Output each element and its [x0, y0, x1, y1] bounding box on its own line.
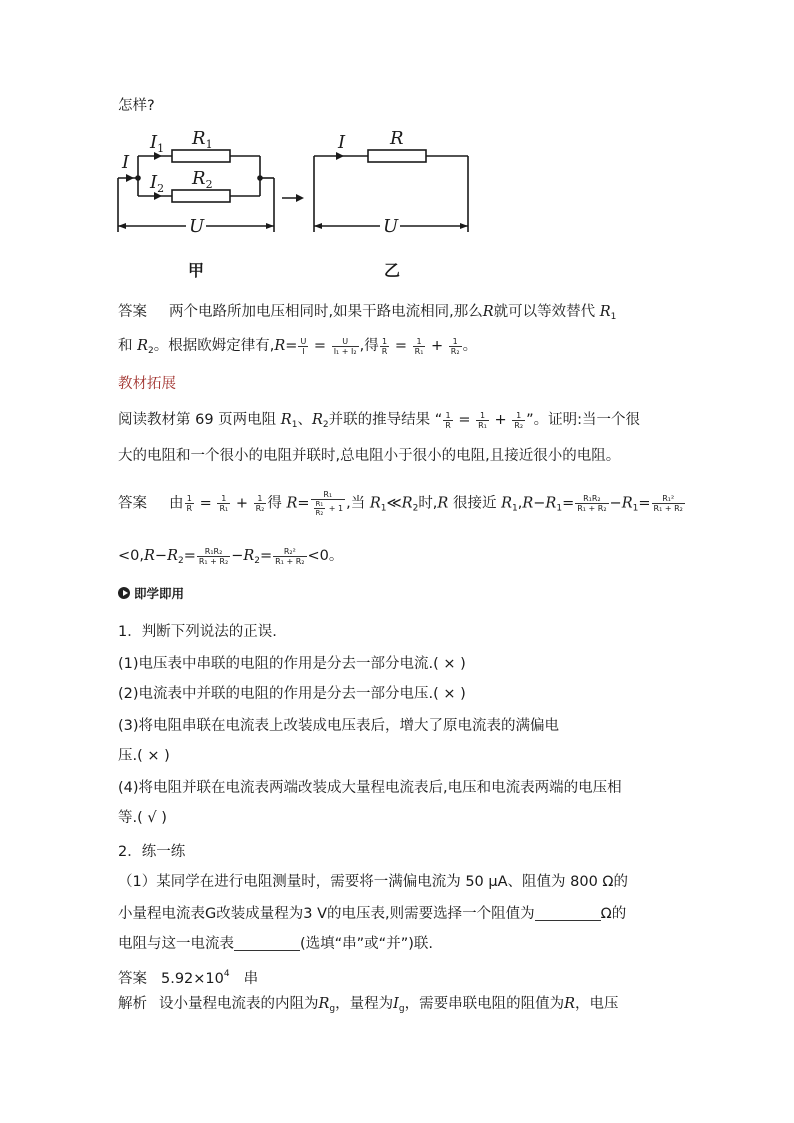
- label-i1: $I_1$: [150, 132, 165, 155]
- play-icon: [118, 587, 130, 599]
- current-arrow-right: [336, 152, 344, 160]
- blank-connection[interactable]: [234, 936, 300, 951]
- answer1-line2: 和 $R_2$。根据欧姆定律有,R= $\frac{U}{I}$ = $\frac{U}{\text{I₁ + I₂}}$ ,得 $\frac{1}{R}$ = $\frac{1}{\text{R₁}}$ + $\frac{1}{\text{R₂}}$ 。: [118, 336, 478, 356]
- blank-resistance[interactable]: [535, 906, 601, 921]
- q2-line3: 电阻与这一电流表 (选填“串”或“并”)联.: [118, 936, 433, 952]
- q1-item-4: (4)将电阻并联在电流表两端改装成大量程电流表后,电压和电流表两端的电压相: [118, 780, 622, 796]
- answer-label: 答案: [118, 304, 147, 320]
- label-i2: $I_2$: [150, 172, 165, 195]
- label-r1: $R_1$: [192, 128, 213, 151]
- fraction-u-over-sum: $\frac{U}{\text{I₁ + I₂}}$: [333, 336, 357, 356]
- practice-heading: 即学即用: [118, 584, 678, 604]
- q1-item-1: (1)电压表中串联的电阻的作用是分去一部分电流.( × ): [118, 656, 466, 672]
- answer2-line2: $<0,R-R_2=$ $\frac{\text{R₁R₂}}{\text{R₁ + R₂}}$ $-R_2=$ $\frac{\text{R₂²}}{\text{R₁ + R₂}}$ <0。: [118, 546, 344, 566]
- label-i-left: I: [122, 152, 130, 173]
- junction-dot-left: [135, 175, 141, 181]
- q2-answer: 答案 $5.92\times 10^4$ 串: [118, 969, 259, 987]
- q2-title: 2．练一练: [118, 844, 186, 860]
- extension-heading: 教材拓展: [118, 376, 176, 392]
- junction-dot-right: [257, 175, 263, 181]
- label-r2: $R_2$: [192, 168, 213, 191]
- q2-line2: 小量程电流表G改装成量程为3 V的电压表,则需要选择一个阻值为 Ω的: [118, 906, 627, 922]
- label-i-right: I: [338, 132, 346, 153]
- intro-question: 怎样?: [118, 98, 155, 114]
- transform-arrow: [296, 194, 304, 202]
- label-u-left: U: [189, 216, 205, 237]
- q1-item-3-cont: 压.( × ): [118, 748, 170, 764]
- label-u-right: U: [383, 216, 399, 237]
- q2-analysis: 解析 设小量程电流表的内阻为$R_g$，量程为$I_g$，需要串联电阻的阻值为R，电压: [118, 996, 619, 1014]
- current-arrow-main: [126, 174, 134, 182]
- answer1-line1: 答案 两个电路所加电压相同时,如果干路电流相同,那么R就可以等效替代 $R_1$: [118, 304, 617, 322]
- caption-yi: 乙: [384, 261, 401, 280]
- q1-title: 1．判断下列说法的正误.: [118, 624, 277, 640]
- q1-item-2: (2)电流表中并联的电阻的作用是分去一部分电压.( × ): [118, 686, 466, 702]
- extension-line2: 大的电阻和一个很小的电阻并联时,总电阻小于很小的电阻,且接近很小的电阻。: [118, 448, 621, 464]
- fraction-u-over-i: $\frac{U}{I}$: [300, 336, 307, 356]
- circuit-figure: [0, 118, 794, 278]
- q1-item-3: (3)将电阻串联在电流表上改装成电压表后，增大了原电流表的满偏电: [118, 718, 560, 734]
- label-r-right: R: [390, 128, 404, 149]
- q1-item-4-cont: 等.( √ ): [118, 810, 167, 826]
- caption-jia: 甲: [188, 261, 205, 280]
- extension-line1: 阅读教材第 69 页两电阻 $R_1$、$R_2$并联的推导结果 “ $\frac{1}{R}$ = $\frac{1}{\text{R₁}}$ + $\frac{1}{\text{R₂}}$ ”。证明:当一个很: [118, 410, 640, 430]
- answer2-line1: 答案 由 $\frac{1}{R}$ = $\frac{1}{\text{R₁}}$ + $\frac{1}{\text{R₂}}$ 得 R= R₁ $\frac{\text{R₁}}{\text{R₂}}$ + 1 ,当 $R_1≪R_2$时,R 很接近 $R_1,R-R_1=$ $\frac{\text{R₁R₂}}{\text{R₁ + R₂}}$ $-R_1=$ $\frac{\text{R₁²}}{\text{R₁ + R₂}}$: [118, 490, 683, 517]
- q2-line1: （1）某同学在进行电阻测量时，需要将一满偏电流为 50 μA、阻值为 800 Ω的: [118, 874, 629, 890]
